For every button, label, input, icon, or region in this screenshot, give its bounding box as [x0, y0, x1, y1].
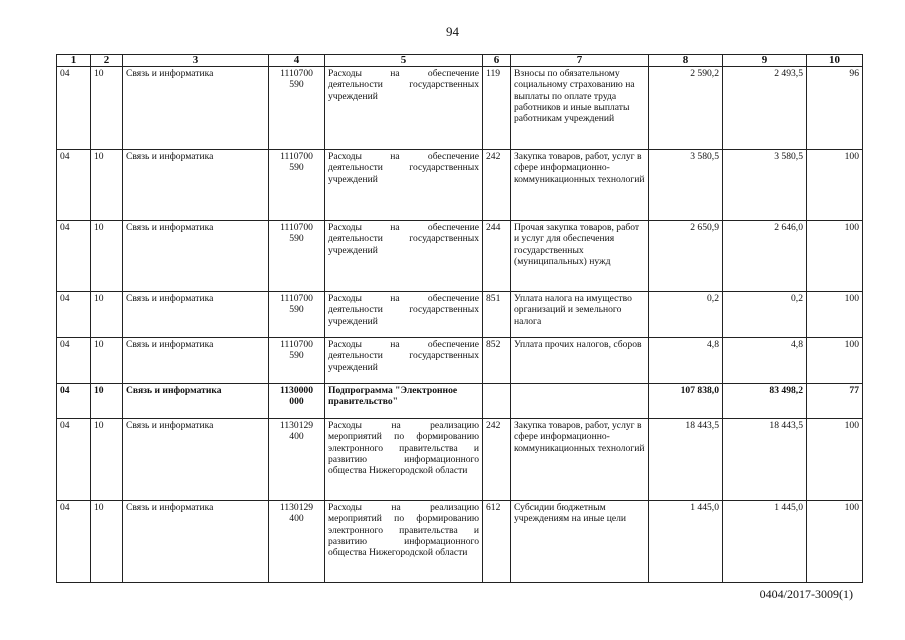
header-cell-5: 5	[325, 55, 483, 67]
actual-amount: 1 445,0	[723, 501, 807, 583]
section-name: Связь и информатика	[123, 419, 269, 501]
expense-type-name: Уплата налога на имущество организаций и земельного налога	[511, 292, 649, 338]
actual-amount: 18 443,5	[723, 419, 807, 501]
expense-type-name: Закупка товаров, работ, услуг в сфере информационно-коммуникационных технологий	[511, 150, 649, 221]
expense-type-name: Уплата прочих налогов, сборов	[511, 338, 649, 384]
execution-percent: 100	[807, 150, 863, 221]
target-article: 1110700 590	[269, 67, 325, 150]
section-name: Связь и информатика	[123, 338, 269, 384]
expense-type-code	[483, 384, 511, 419]
article-name: Подпрограмма "Электронное правительство"	[325, 384, 483, 419]
section-name: Связь и информатика	[123, 67, 269, 150]
article-name: Расходы на реализацию мероприятий по формированию электронного правительства и развитию информационного общества Нижегородской области	[325, 501, 483, 583]
planned-amount: 2 650,9	[649, 221, 723, 292]
section-code: 04	[57, 501, 91, 583]
header-cell-6: 6	[483, 55, 511, 67]
header-cell-2: 2	[91, 55, 123, 67]
expense-type-name: Субсидии бюджетным учреждениям на иные цели	[511, 501, 649, 583]
table-row	[57, 338, 863, 384]
expense-type-code: 242	[483, 150, 511, 221]
expense-type-name: Прочая закупка товаров, работ и услуг для обеспечения государственных (муниципальных) нужд	[511, 221, 649, 292]
expense-type-code: 851	[483, 292, 511, 338]
target-article: 1110700 590	[269, 221, 325, 292]
planned-amount: 3 580,5	[649, 150, 723, 221]
actual-amount: 0,2	[723, 292, 807, 338]
header-cell-1: 1	[57, 55, 91, 67]
document-code: 0404/2017-3009(1)	[759, 587, 853, 601]
table-row	[57, 419, 863, 501]
section-code: 04	[57, 67, 91, 150]
subsection-code: 10	[91, 419, 123, 501]
planned-amount: 2 590,2	[649, 67, 723, 150]
planned-amount: 0,2	[649, 292, 723, 338]
execution-percent: 96	[807, 67, 863, 150]
execution-percent: 100	[807, 338, 863, 384]
header-cell-3: 3	[123, 55, 269, 67]
header-cell-10: 10	[807, 55, 863, 67]
target-article: 1110700 590	[269, 292, 325, 338]
execution-percent: 100	[807, 221, 863, 292]
expense-type-name	[511, 384, 649, 419]
planned-amount: 18 443,5	[649, 419, 723, 501]
expense-type-code: 119	[483, 67, 511, 150]
article-name: Расходы на обеспечение деятельности государственных учреждений	[325, 338, 483, 384]
actual-amount: 3 580,5	[723, 150, 807, 221]
execution-percent: 77	[807, 384, 863, 419]
section-code: 04	[57, 292, 91, 338]
execution-percent: 100	[807, 501, 863, 583]
expense-type-code: 612	[483, 501, 511, 583]
planned-amount: 1 445,0	[649, 501, 723, 583]
article-name: Расходы на реализацию мероприятий по формированию электронного правительства и развитию информационного общества Нижегородской области	[325, 419, 483, 501]
section-name: Связь и информатика	[123, 150, 269, 221]
actual-amount: 2 493,5	[723, 67, 807, 150]
subsection-code: 10	[91, 384, 123, 419]
expense-type-code: 244	[483, 221, 511, 292]
subsection-code: 10	[91, 338, 123, 384]
target-article: 1130129 400	[269, 419, 325, 501]
section-code: 04	[57, 384, 91, 419]
section-code: 04	[57, 150, 91, 221]
header-cell-9: 9	[723, 55, 807, 67]
section-code: 04	[57, 419, 91, 501]
article-name: Расходы на обеспечение деятельности государственных учреждений	[325, 221, 483, 292]
section-code: 04	[57, 221, 91, 292]
target-article: 1110700 590	[269, 150, 325, 221]
subprogram-row	[57, 384, 863, 419]
table-row	[57, 221, 863, 292]
section-name: Связь и информатика	[123, 384, 269, 419]
header-cell-8: 8	[649, 55, 723, 67]
expense-type-code: 852	[483, 338, 511, 384]
target-article: 1110700 590	[269, 338, 325, 384]
table-row	[57, 292, 863, 338]
actual-amount: 4,8	[723, 338, 807, 384]
execution-percent: 100	[807, 419, 863, 501]
subsection-code: 10	[91, 150, 123, 221]
article-name: Расходы на обеспечение деятельности государственных учреждений	[325, 150, 483, 221]
section-name: Связь и информатика	[123, 501, 269, 583]
section-name: Связь и информатика	[123, 292, 269, 338]
budget-table	[56, 54, 863, 583]
section-name: Связь и информатика	[123, 221, 269, 292]
target-article: 1130000 000	[269, 384, 325, 419]
expense-type-code: 242	[483, 419, 511, 501]
actual-amount: 2 646,0	[723, 221, 807, 292]
page-number: 94	[446, 24, 459, 39]
header-cell-7: 7	[511, 55, 649, 67]
expense-type-name: Закупка товаров, работ, услуг в сфере информационно-коммуникационных технологий	[511, 419, 649, 501]
execution-percent: 100	[807, 292, 863, 338]
article-name: Расходы на обеспечение деятельности государственных учреждений	[325, 67, 483, 150]
subsection-code: 10	[91, 221, 123, 292]
section-code: 04	[57, 338, 91, 384]
table-row	[57, 67, 863, 150]
header-cell-4: 4	[269, 55, 325, 67]
planned-amount: 4,8	[649, 338, 723, 384]
subsection-code: 10	[91, 292, 123, 338]
table-row	[57, 150, 863, 221]
expense-type-name: Взносы по обязательному социальному страхованию на выплаты по оплате труда работников и иные выплаты работникам учреждений	[511, 67, 649, 150]
actual-amount: 83 498,2	[723, 384, 807, 419]
article-name: Расходы на обеспечение деятельности государственных учреждений	[325, 292, 483, 338]
subsection-code: 10	[91, 501, 123, 583]
planned-amount: 107 838,0	[649, 384, 723, 419]
subsection-code: 10	[91, 67, 123, 150]
table-row	[57, 501, 863, 583]
header-row	[57, 55, 863, 67]
target-article: 1130129 400	[269, 501, 325, 583]
